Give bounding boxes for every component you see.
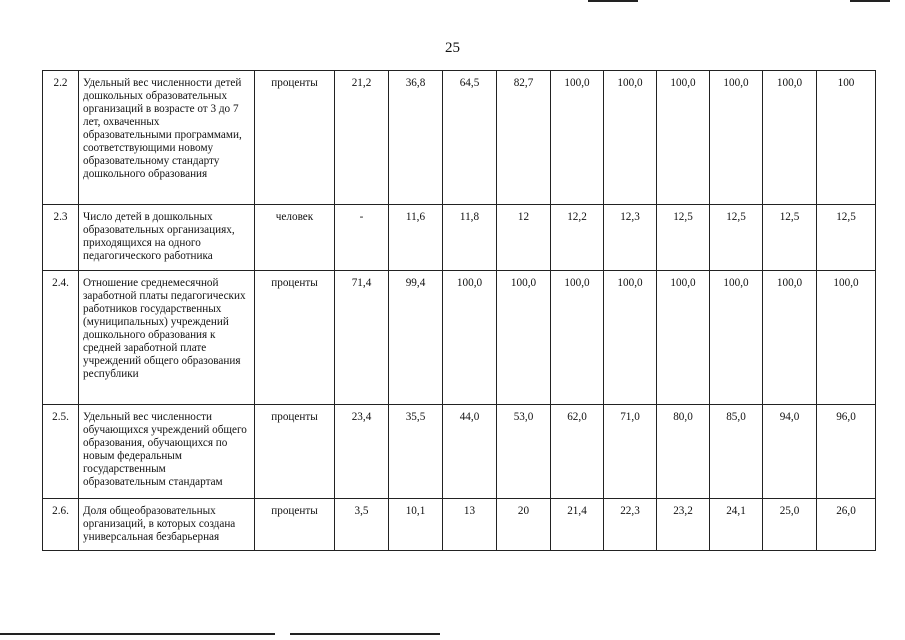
table-row bbox=[43, 405, 876, 499]
value-cell: 94,0 bbox=[763, 405, 817, 499]
value-cell: 24,1 bbox=[710, 499, 763, 551]
row-number: 2.4. bbox=[43, 271, 79, 405]
table-row bbox=[43, 205, 876, 271]
row-number: 2.2 bbox=[43, 71, 79, 205]
table-row bbox=[43, 271, 876, 405]
value-cell: 100,0 bbox=[763, 71, 817, 205]
indicator-description: Удельный вес численности обучающихся учреждений общего образования, обучающихся по новым федеральным государственным образовательным стандартам bbox=[79, 405, 255, 499]
value-cell: 100,0 bbox=[604, 271, 657, 405]
value-cell: 26,0 bbox=[817, 499, 876, 551]
value-cell: 100,0 bbox=[710, 71, 763, 205]
value-cell: 23,4 bbox=[335, 405, 389, 499]
scan-artifact-line-bottom-left bbox=[0, 633, 275, 635]
value-cell: 11,6 bbox=[389, 205, 443, 271]
row-number: 2.3 bbox=[43, 205, 79, 271]
unit-cell: проценты bbox=[255, 71, 335, 205]
value-cell: 22,3 bbox=[604, 499, 657, 551]
value-cell: 12,5 bbox=[710, 205, 763, 271]
row-number: 2.5. bbox=[43, 405, 79, 499]
value-cell: 21,4 bbox=[551, 499, 604, 551]
value-cell: 25,0 bbox=[763, 499, 817, 551]
indicator-description: Отношение среднемесячной заработной платы педагогических работников государственных (муниципальных) учреждений дошкольного образования к средней заработной плате учреждений общего образования республики bbox=[79, 271, 255, 405]
value-cell: 10,1 bbox=[389, 499, 443, 551]
scan-artifact-line-top bbox=[588, 0, 638, 2]
row-number: 2.6. bbox=[43, 499, 79, 551]
value-cell: 99,4 bbox=[389, 271, 443, 405]
value-cell: 3,5 bbox=[335, 499, 389, 551]
value-cell: 80,0 bbox=[657, 405, 710, 499]
value-cell: 36,8 bbox=[389, 71, 443, 205]
indicators-table bbox=[42, 70, 876, 551]
value-cell: 12,5 bbox=[763, 205, 817, 271]
value-cell: 20 bbox=[497, 499, 551, 551]
indicator-description: Доля общеобразовательных организаций, в которых создана универсальная безбарьерная bbox=[79, 499, 255, 551]
table-row bbox=[43, 71, 876, 205]
value-cell: 12,5 bbox=[657, 205, 710, 271]
page-number: 25 bbox=[445, 40, 460, 56]
value-cell: 62,0 bbox=[551, 405, 604, 499]
indicator-description: Удельный вес численности детей дошкольных образовательных организаций в возрасте от 3 до 7 лет, охваченных образовательными программами, соответствующими новому образовательному стандарту дошкольного образования bbox=[79, 71, 255, 205]
value-cell: 100,0 bbox=[817, 271, 876, 405]
value-cell: 82,7 bbox=[497, 71, 551, 205]
value-cell: 100,0 bbox=[657, 71, 710, 205]
value-cell: 12,3 bbox=[604, 205, 657, 271]
table-row bbox=[43, 499, 876, 551]
value-cell: 13 bbox=[443, 499, 497, 551]
value-cell: 35,5 bbox=[389, 405, 443, 499]
value-cell: 21,2 bbox=[335, 71, 389, 205]
value-cell: 12,5 bbox=[817, 205, 876, 271]
unit-cell: проценты bbox=[255, 499, 335, 551]
value-cell: 100,0 bbox=[551, 71, 604, 205]
value-cell: 71,0 bbox=[604, 405, 657, 499]
value-cell: 100,0 bbox=[443, 271, 497, 405]
unit-cell: проценты bbox=[255, 271, 335, 405]
value-cell: 11,8 bbox=[443, 205, 497, 271]
value-cell: 100,0 bbox=[657, 271, 710, 405]
scan-artifact-line-top-right bbox=[850, 0, 890, 2]
scan-artifact-line-bottom-mid bbox=[290, 633, 440, 635]
value-cell: 44,0 bbox=[443, 405, 497, 499]
value-cell: 100,0 bbox=[763, 271, 817, 405]
value-cell: 12 bbox=[497, 205, 551, 271]
value-cell: 71,4 bbox=[335, 271, 389, 405]
indicator-description: Число детей в дошкольных образовательных организациях, приходящихся на одного педагогического работника bbox=[79, 205, 255, 271]
value-cell: 100 bbox=[817, 71, 876, 205]
value-cell: 85,0 bbox=[710, 405, 763, 499]
value-cell: 12,2 bbox=[551, 205, 604, 271]
unit-cell: человек bbox=[255, 205, 335, 271]
value-cell: 64,5 bbox=[443, 71, 497, 205]
value-cell: 100,0 bbox=[497, 271, 551, 405]
value-cell: 100,0 bbox=[604, 71, 657, 205]
unit-cell: проценты bbox=[255, 405, 335, 499]
value-cell: 100,0 bbox=[710, 271, 763, 405]
value-cell: 53,0 bbox=[497, 405, 551, 499]
value-cell: 96,0 bbox=[817, 405, 876, 499]
value-cell: 100,0 bbox=[551, 271, 604, 405]
value-cell: - bbox=[335, 205, 389, 271]
value-cell: 23,2 bbox=[657, 499, 710, 551]
